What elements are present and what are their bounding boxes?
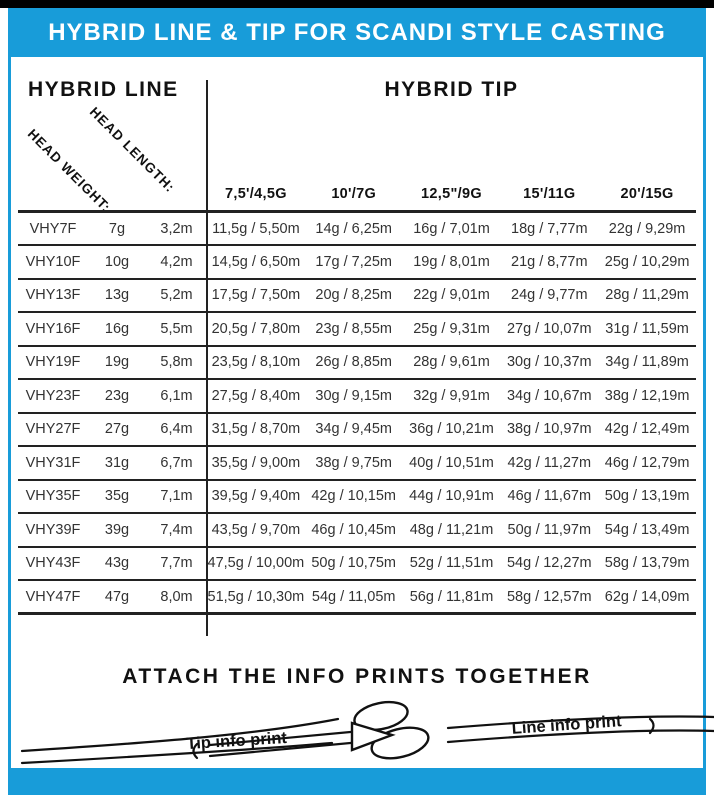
model-cell: VHY35F xyxy=(18,480,88,514)
tip-value-cell: 28g / 9,61m xyxy=(403,346,501,380)
head-weight-cell: 16g xyxy=(88,312,146,346)
tip-value-cell: 31g / 11,59m xyxy=(598,312,696,346)
tip-value-cell: 31,5g / 8,70m xyxy=(207,413,305,447)
tip-value-cell: 44g / 10,91m xyxy=(403,480,501,514)
right-frame-border xyxy=(703,57,706,768)
tip-value-cell: 50g / 10,75m xyxy=(305,547,403,581)
tip-value-cell: 23g / 8,55m xyxy=(305,312,403,346)
tip-value-cell: 25g / 10,29m xyxy=(598,245,696,279)
table-row xyxy=(18,212,696,246)
left-frame-border xyxy=(8,57,11,768)
head-length-cell: 8,0m xyxy=(146,580,207,614)
head-length-cell: 5,2m xyxy=(146,279,207,313)
head-weight-cell: 27g xyxy=(88,413,146,447)
head-weight-cell: 23g xyxy=(88,379,146,413)
model-cell: VHY13F xyxy=(18,279,88,313)
model-cell: VHY7F xyxy=(18,212,88,246)
tip-value-cell: 34g / 9,45m xyxy=(305,413,403,447)
tip-value-cell: 40g / 10,51m xyxy=(403,446,501,480)
head-length-cell: 3,2m xyxy=(146,212,207,246)
head-length-cell: 6,4m xyxy=(146,413,207,447)
tip-value-cell: 42g / 12,49m xyxy=(598,413,696,447)
tip-value-cell: 27,5g / 8,40m xyxy=(207,379,305,413)
top-black-bar xyxy=(0,0,714,8)
head-length-column-label: HEAD LENGTH: xyxy=(86,104,178,196)
tip-column-header: 15'/11G xyxy=(523,186,576,202)
head-weight-cell: 13g xyxy=(88,279,146,313)
table-row xyxy=(18,413,696,447)
tip-value-cell: 50g / 13,19m xyxy=(598,480,696,514)
model-cell: VHY47F xyxy=(18,580,88,614)
hybrid-tip-section-title: HYBRID TIP xyxy=(384,78,519,101)
table-row xyxy=(18,480,696,514)
tip-value-cell: 39,5g / 9,40m xyxy=(207,480,305,514)
spec-table-body xyxy=(18,212,696,614)
hybrid-line-section-title: HYBRID LINE xyxy=(28,78,179,101)
page-title: HYBRID LINE & TIP FOR SCANDI STYLE CASTING xyxy=(48,18,666,46)
model-cell: VHY23F xyxy=(18,379,88,413)
tip-value-cell: 54g / 12,27m xyxy=(500,547,598,581)
table-row xyxy=(18,446,696,480)
head-weight-cell: 7g xyxy=(88,212,146,246)
tip-value-cell: 18g / 7,77m xyxy=(500,212,598,246)
tip-value-cell: 51,5g / 10,30m xyxy=(207,580,305,614)
tip-value-cell: 47,5g / 10,00m xyxy=(207,547,305,581)
model-cell: VHY43F xyxy=(18,547,88,581)
head-weight-column-label: HEAD WEIGHT: xyxy=(24,126,114,216)
tip-value-cell: 34g / 10,67m xyxy=(500,379,598,413)
tip-value-cell: 50g / 11,97m xyxy=(500,513,598,547)
tip-value-cell: 62g / 14,09m xyxy=(598,580,696,614)
tip-column-header: 7,5'/4,5G xyxy=(225,186,287,202)
head-length-cell: 5,5m xyxy=(146,312,207,346)
tip-value-cell: 46g / 12,79m xyxy=(598,446,696,480)
table-row xyxy=(18,279,696,313)
model-cell: VHY31F xyxy=(18,446,88,480)
tip-value-cell: 20g / 8,25m xyxy=(305,279,403,313)
tip-value-cell: 58g / 12,57m xyxy=(500,580,598,614)
tip-value-cell: 23,5g / 8,10m xyxy=(207,346,305,380)
head-weight-cell: 19g xyxy=(88,346,146,380)
tip-value-cell: 30g / 10,37m xyxy=(500,346,598,380)
head-weight-cell: 10g xyxy=(88,245,146,279)
head-length-cell: 7,4m xyxy=(146,513,207,547)
tip-value-cell: 28g / 11,29m xyxy=(598,279,696,313)
tip-value-cell: 14,5g / 6,50m xyxy=(207,245,305,279)
tip-value-cell: 16g / 7,01m xyxy=(403,212,501,246)
model-cell: VHY19F xyxy=(18,346,88,380)
tip-value-cell: 56g / 11,81m xyxy=(403,580,501,614)
tip-value-cell: 38g / 9,75m xyxy=(305,446,403,480)
title-banner xyxy=(8,8,706,57)
tip-value-cell: 22g / 9,29m xyxy=(598,212,696,246)
head-length-cell: 7,7m xyxy=(146,547,207,581)
tip-column-header: 10'/7G xyxy=(331,186,377,202)
head-weight-cell: 43g xyxy=(88,547,146,581)
tip-column-header: 20'/15G xyxy=(620,186,674,202)
tip-column-header: 12,5"/9G xyxy=(421,186,482,202)
tip-value-cell: 32g / 9,91m xyxy=(403,379,501,413)
tip-value-cell: 14g / 6,25m xyxy=(305,212,403,246)
tip-value-cell: 46g / 11,67m xyxy=(500,480,598,514)
spec-table xyxy=(18,210,696,615)
tip-value-cell: 42g / 11,27m xyxy=(500,446,598,480)
table-row xyxy=(18,245,696,279)
tip-value-cell: 25g / 9,31m xyxy=(403,312,501,346)
tip-col-headers xyxy=(207,186,696,202)
table-row xyxy=(18,580,696,614)
tip-value-cell: 38g / 12,19m xyxy=(598,379,696,413)
tip-value-cell: 52g / 11,51m xyxy=(403,547,501,581)
tip-value-cell: 36g / 10,21m xyxy=(403,413,501,447)
table-row xyxy=(18,513,696,547)
tip-value-cell: 21g / 8,77m xyxy=(500,245,598,279)
head-length-cell: 6,7m xyxy=(146,446,207,480)
tip-info-print-label: Tip info print xyxy=(185,728,288,754)
knot-illustration xyxy=(0,693,714,770)
model-cell: VHY39F xyxy=(18,513,88,547)
tip-value-cell: 27g / 10,07m xyxy=(500,312,598,346)
head-length-cell: 5,8m xyxy=(146,346,207,380)
tip-value-cell: 58g / 13,79m xyxy=(598,547,696,581)
head-length-cell: 4,2m xyxy=(146,245,207,279)
tip-value-cell: 30g / 9,15m xyxy=(305,379,403,413)
head-length-cell: 6,1m xyxy=(146,379,207,413)
model-cell: VHY16F xyxy=(18,312,88,346)
table-row xyxy=(18,379,696,413)
tip-value-cell: 35,5g / 9,00m xyxy=(207,446,305,480)
head-weight-cell: 47g xyxy=(88,580,146,614)
table-row xyxy=(18,346,696,380)
model-cell: VHY27F xyxy=(18,413,88,447)
tip-value-cell: 20,5g / 7,80m xyxy=(207,312,305,346)
tip-value-cell: 46g / 10,45m xyxy=(305,513,403,547)
line-info-print-label: Line info print xyxy=(511,712,623,738)
tip-value-cell: 17,5g / 7,50m xyxy=(207,279,305,313)
tip-value-cell: 43,5g / 9,70m xyxy=(207,513,305,547)
tip-value-cell: 11,5g / 5,50m xyxy=(207,212,305,246)
head-weight-cell: 39g xyxy=(88,513,146,547)
tip-value-cell: 34g / 11,89m xyxy=(598,346,696,380)
tip-value-cell: 54g / 11,05m xyxy=(305,580,403,614)
head-weight-cell: 31g xyxy=(88,446,146,480)
tip-value-cell: 48g / 11,21m xyxy=(403,513,501,547)
model-cell: VHY10F xyxy=(18,245,88,279)
attach-heading: ATTACH THE INFO PRINTS TOGETHER xyxy=(122,665,592,688)
table-row xyxy=(18,312,696,346)
bottom-accent-bar xyxy=(8,768,706,795)
tip-value-cell: 26g / 8,85m xyxy=(305,346,403,380)
tip-value-cell: 22g / 9,01m xyxy=(403,279,501,313)
tip-value-cell: 38g / 10,97m xyxy=(500,413,598,447)
tip-value-cell: 24g / 9,77m xyxy=(500,279,598,313)
tip-value-cell: 19g / 8,01m xyxy=(403,245,501,279)
table-row xyxy=(18,547,696,581)
tip-value-cell: 17g / 7,25m xyxy=(305,245,403,279)
tip-value-cell: 42g / 10,15m xyxy=(305,480,403,514)
tip-value-cell: 54g / 13,49m xyxy=(598,513,696,547)
head-weight-cell: 35g xyxy=(88,480,146,514)
head-length-cell: 7,1m xyxy=(146,480,207,514)
